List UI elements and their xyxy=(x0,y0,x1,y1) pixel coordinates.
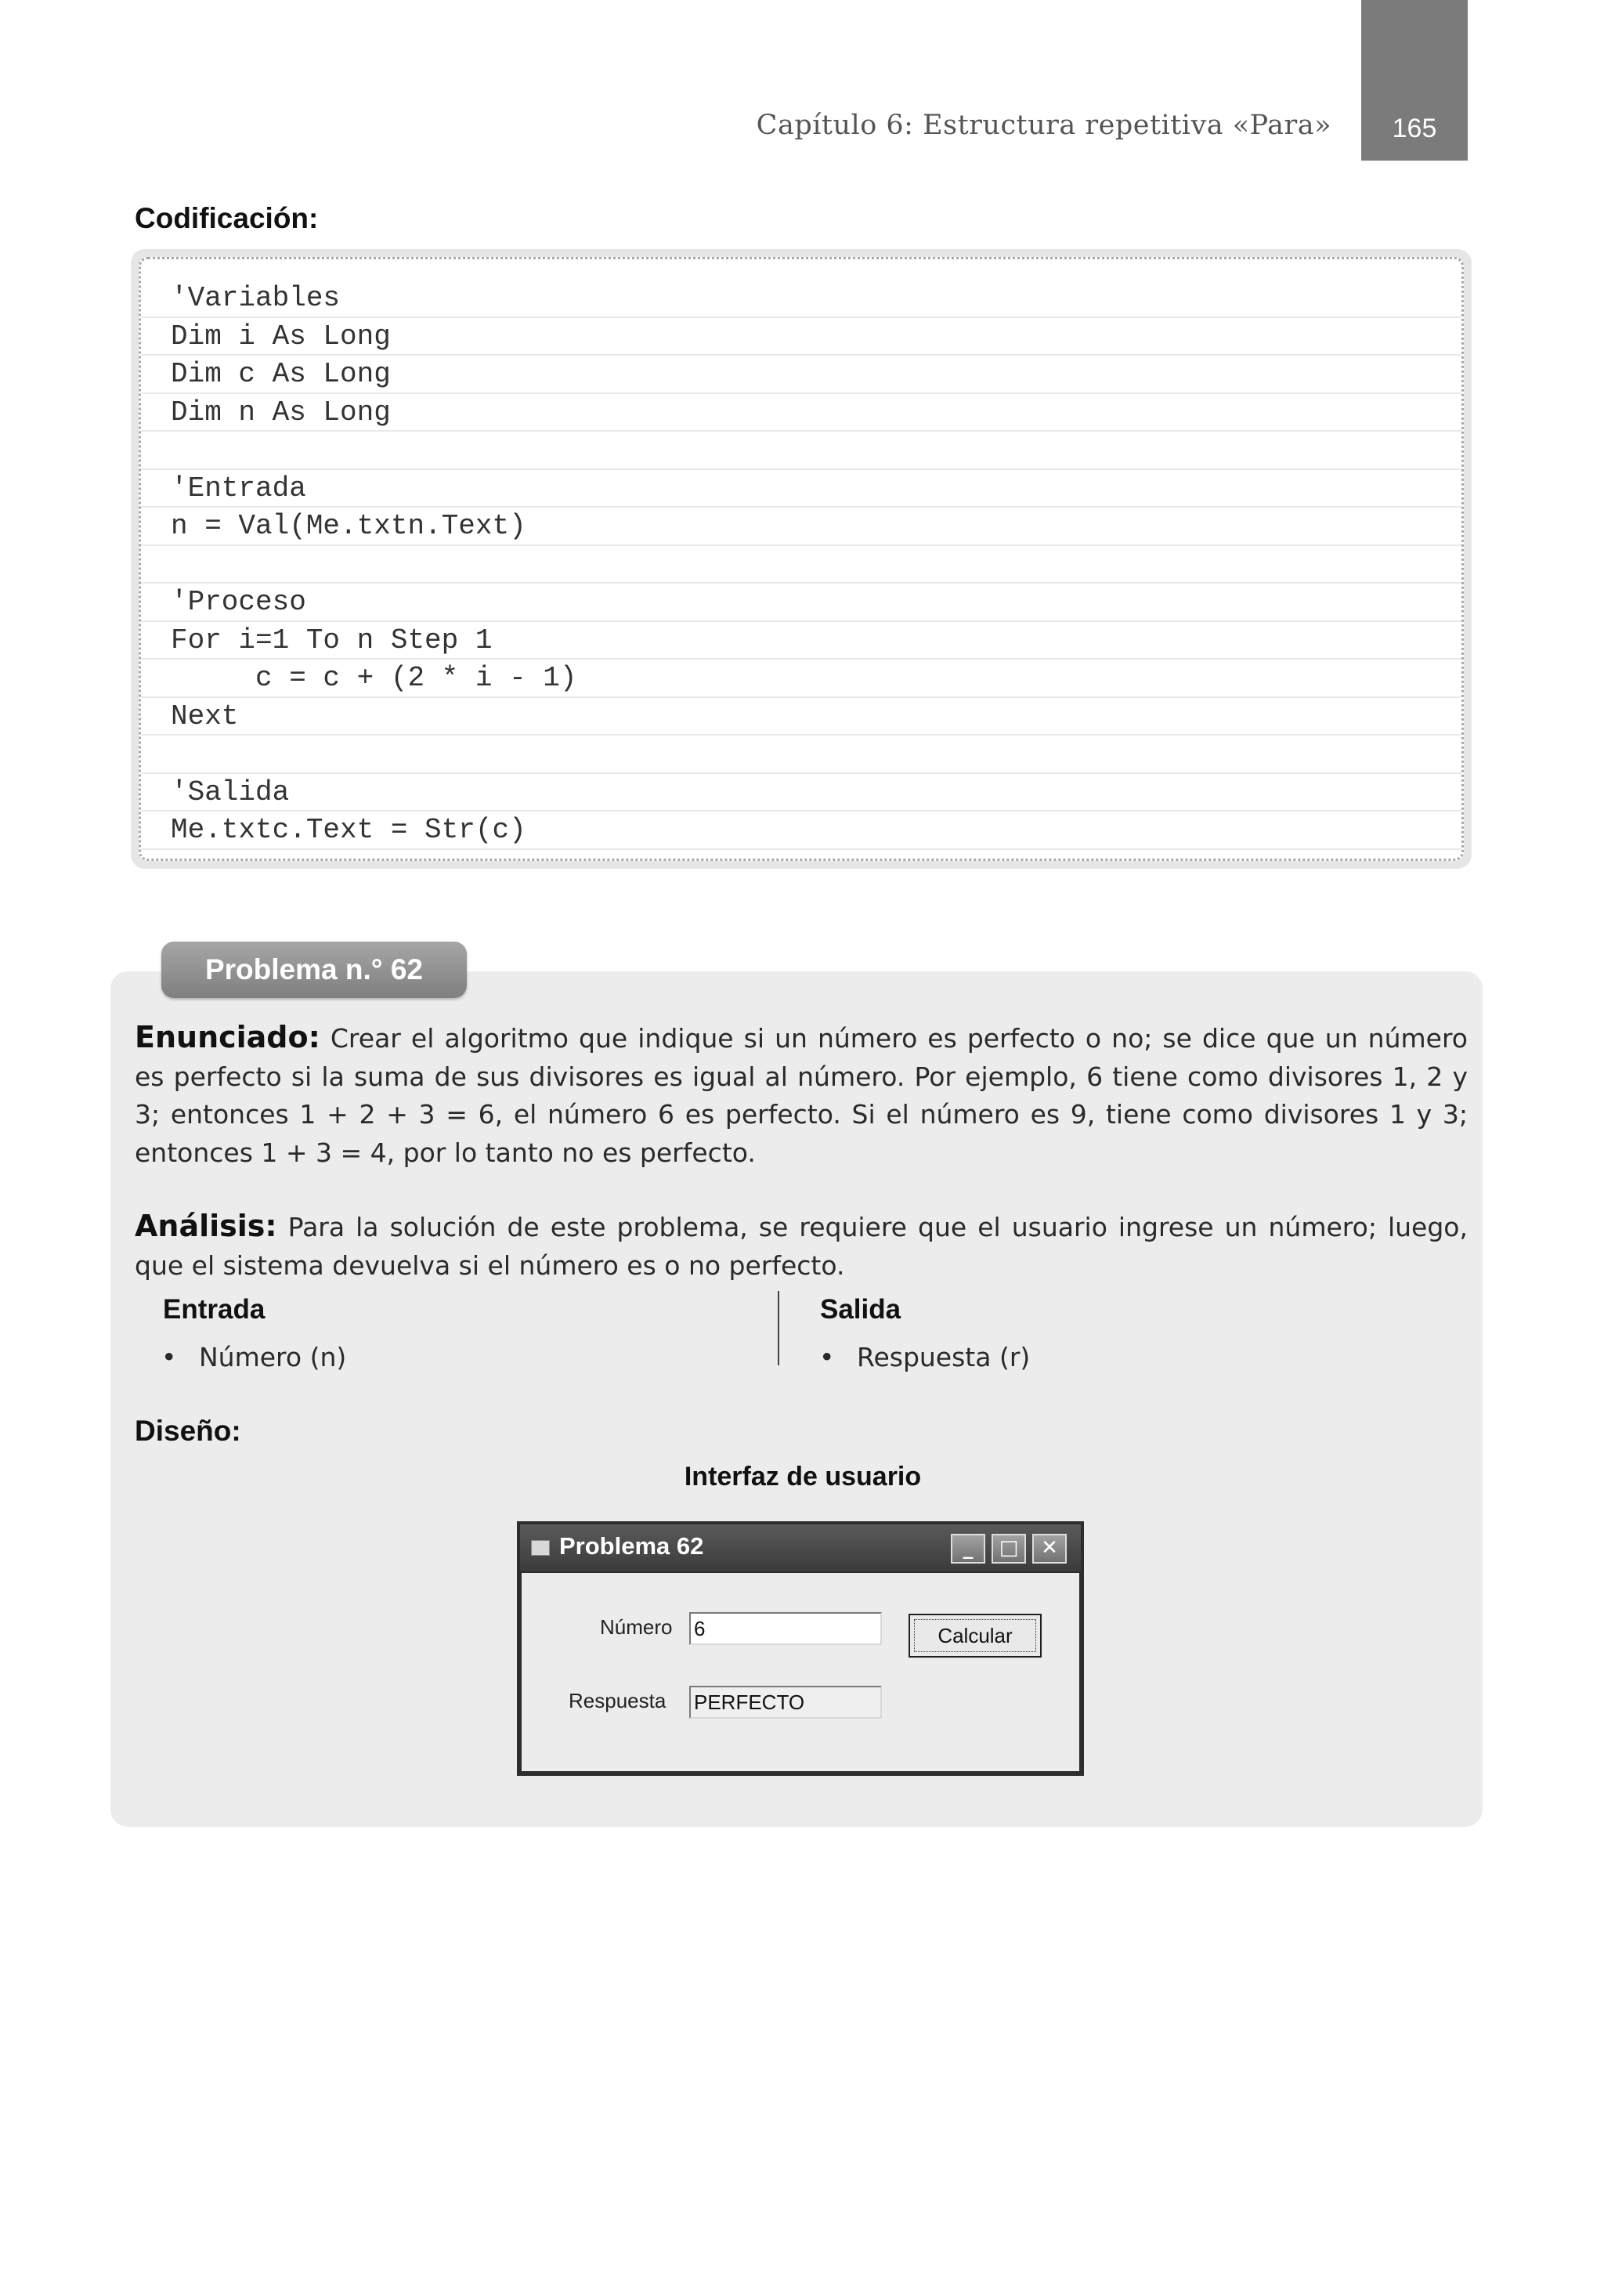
window-body xyxy=(522,1573,1079,1771)
window-title: Problema 62 xyxy=(559,1532,704,1560)
code-line: 'Salida xyxy=(141,774,1461,812)
enunciado-text: Crear el algoritmo que indique si un número es perfecto o no; se dice que un número es perfecto si la suma de sus divisores es igual al número. Por ejemplo, 6 tiene como divisores 1, 2 y 3; entonces 1 + 2 + 3 = 6, el número 6 es perfecto. Si el número es 9, tiene como divisores 1 y 3; entonces 1 + 3 = 4, por lo tanto no es perfecto. xyxy=(135,1023,1468,1168)
enunciado-label: Enunciado: xyxy=(135,1020,320,1054)
respuesta-label: Respuesta xyxy=(569,1689,667,1712)
close-icon[interactable]: ✕ xyxy=(1032,1534,1067,1564)
page-number: 165 xyxy=(1392,114,1437,143)
code-line: 'Proceso xyxy=(141,584,1461,622)
codificacion-heading: Codificación: xyxy=(135,202,319,234)
code-line: Next xyxy=(141,698,1461,736)
ui-caption: Interfaz de usuario xyxy=(684,1462,922,1491)
entrada-item-text: Número (n) xyxy=(199,1342,347,1372)
code-line xyxy=(141,546,1461,584)
bullet-icon: • xyxy=(161,1342,177,1372)
problem-tab: Problema n.° 62 xyxy=(161,942,467,998)
analisis-label: Análisis: xyxy=(135,1209,277,1243)
numero-label: Número xyxy=(600,1615,673,1639)
form-window xyxy=(517,1521,1084,1776)
code-line xyxy=(141,736,1461,774)
column-divider xyxy=(778,1291,779,1365)
code-line: Dim c As Long xyxy=(141,356,1461,394)
code-line: c = c + (2 * i - 1) xyxy=(141,660,1461,698)
analisis-text: Para la solución de este problema, se requiere que el usuario ingrese un número; luego, que el sistema devuelva si el número es o no perfecto. xyxy=(135,1212,1468,1281)
salida-list-item xyxy=(819,1342,1030,1372)
calcular-button-label: Calcular xyxy=(914,1619,1036,1652)
entrada-heading: Entrada xyxy=(163,1294,266,1325)
enunciado-paragraph xyxy=(135,1018,1468,1172)
code-line: For i=1 To n Step 1 xyxy=(141,622,1461,660)
code-line: n = Val(Me.txtn.Text) xyxy=(141,508,1461,546)
salida-heading: Salida xyxy=(820,1294,901,1325)
code-line: Dim i As Long xyxy=(141,318,1461,356)
code-line xyxy=(141,432,1461,470)
code-line: 'Variables xyxy=(141,280,1461,318)
salida-item-text: Respuesta (r) xyxy=(857,1342,1031,1372)
minimize-icon[interactable]: _ xyxy=(951,1534,985,1564)
bullet-icon: • xyxy=(819,1342,835,1372)
maximize-icon[interactable]: □ xyxy=(992,1534,1026,1564)
code-box xyxy=(131,249,1472,869)
calcular-button[interactable] xyxy=(909,1614,1042,1658)
entrada-list-item xyxy=(161,1342,346,1372)
code-lines xyxy=(141,280,1461,859)
respuesta-output[interactable]: PERFECTO xyxy=(689,1686,882,1719)
code-area xyxy=(139,257,1464,861)
code-line: Dim n As Long xyxy=(141,394,1461,432)
diseno-heading: Diseño: xyxy=(135,1415,241,1447)
analisis-paragraph xyxy=(135,1207,1468,1285)
chapter-title: Capítulo 6: Estructura repetitiva «Para» xyxy=(756,110,1331,141)
numero-input[interactable]: 6 xyxy=(689,1612,882,1645)
code-line: Me.txtc.Text = Str(c) xyxy=(141,812,1461,850)
code-line: 'Entrada xyxy=(141,470,1461,508)
form-icon xyxy=(531,1540,550,1556)
window-title-bar xyxy=(520,1524,1081,1571)
